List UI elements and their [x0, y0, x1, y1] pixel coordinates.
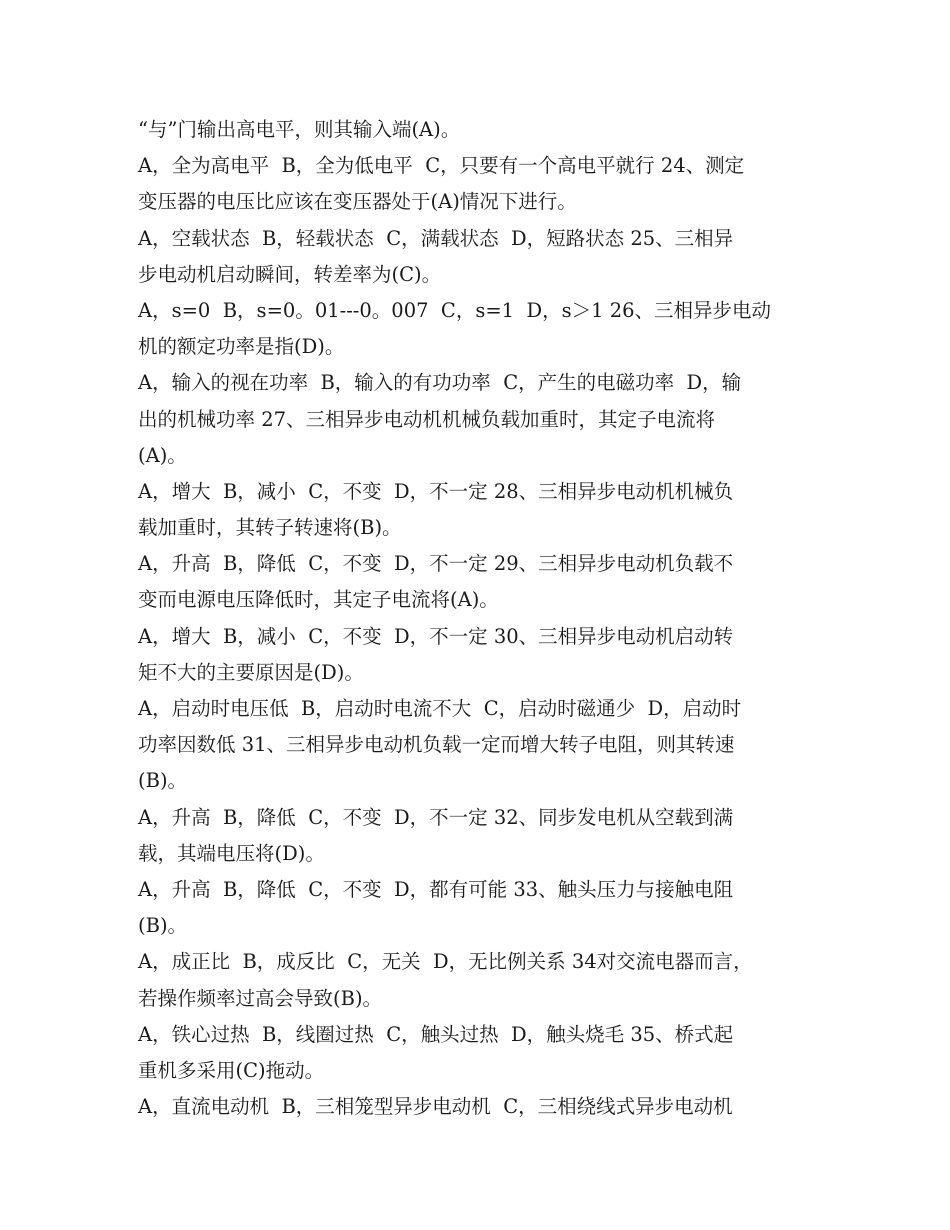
text-line: A，全为高电平 B，全为低电平 C，只要有一个高电平就行 24、测定	[138, 154, 745, 178]
text-line: A，启动时电压低 B，启动时电流不大 C，启动时磁通少 D，启动时	[138, 697, 742, 720]
text-line: A，铁心过热 B，线圈过热 C，触头过热 D，触头烧毛 35、桥式起	[138, 1022, 734, 1046]
text-line: 若操作频率过高会导致(B)。	[138, 986, 383, 1010]
text-line: (A)。	[138, 443, 187, 467]
text-line: A，增大 B，减小 C，不变 D，不一定 28、三相异步电动机机械负	[138, 479, 734, 503]
text-line: A，s=0 B，s=0。01---0。007 C，s=1 D，s＞1 26、三相异步电动	[138, 298, 772, 322]
text-line: A，升高 B，降低 C，不变 D，不一定 32、同步发电机从空载到满	[138, 805, 734, 829]
text-line: A，输入的视在功率 B，输入的有功功率 C，产生的电磁功率 D，输	[138, 371, 742, 395]
text-line: 步电动机启动瞬间，转差率为(C)。	[138, 262, 442, 286]
text-line: A，成正比 B，成反比 C，无关 D，无比例关系 34对交流电器而言，	[138, 950, 753, 974]
text-line: 变压器的电压比应该在变压器处于(A)情况下进行。	[138, 190, 577, 214]
text-line: 重机多采用(C)拖动。	[138, 1058, 325, 1082]
text-line: 矩不大的主要原因是(D)。	[138, 660, 364, 684]
text-line: “与”门输出高电平，则其输入端(A)。	[138, 118, 461, 141]
text-line: A，直流电动机 B，三相笼型异步电动机 C，三相绕线式异步电动机	[138, 1095, 733, 1119]
text-line: A，升高 B，降低 C，不变 D，都有可能 33、触头压力与接触电阻	[138, 877, 734, 901]
text-line: 载加重时，其转子转速将(B)。	[138, 516, 402, 540]
text-line: 出的机械功率 27、三相异步电动机机械负载加重时，其定子电流将	[138, 407, 716, 431]
text-line: 变而电源电压降低时，其定子电流将(A)。	[138, 588, 499, 612]
text-line: (B)。	[138, 914, 188, 938]
text-line: A，增大 B，减小 C，不变 D，不一定 30、三相异步电动机启动转	[138, 624, 734, 648]
text-line: 机的额定功率是指(D)。	[138, 335, 345, 359]
text-line: 载，其端电压将(D)。	[138, 841, 325, 865]
text-line: A，升高 B，降低 C，不变 D，不一定 29、三相异步电动机负载不	[138, 552, 734, 576]
text-line: A，空载状态 B，轻载状态 C，满载状态 D，短路状态 25、三相异	[138, 226, 734, 250]
text-line: (B)。	[138, 769, 188, 793]
document-body	[138, 112, 828, 1125]
text-line: 功率因数低 31、三相异步电动机负载一定而增大转子电阻，则其转速	[138, 733, 735, 757]
